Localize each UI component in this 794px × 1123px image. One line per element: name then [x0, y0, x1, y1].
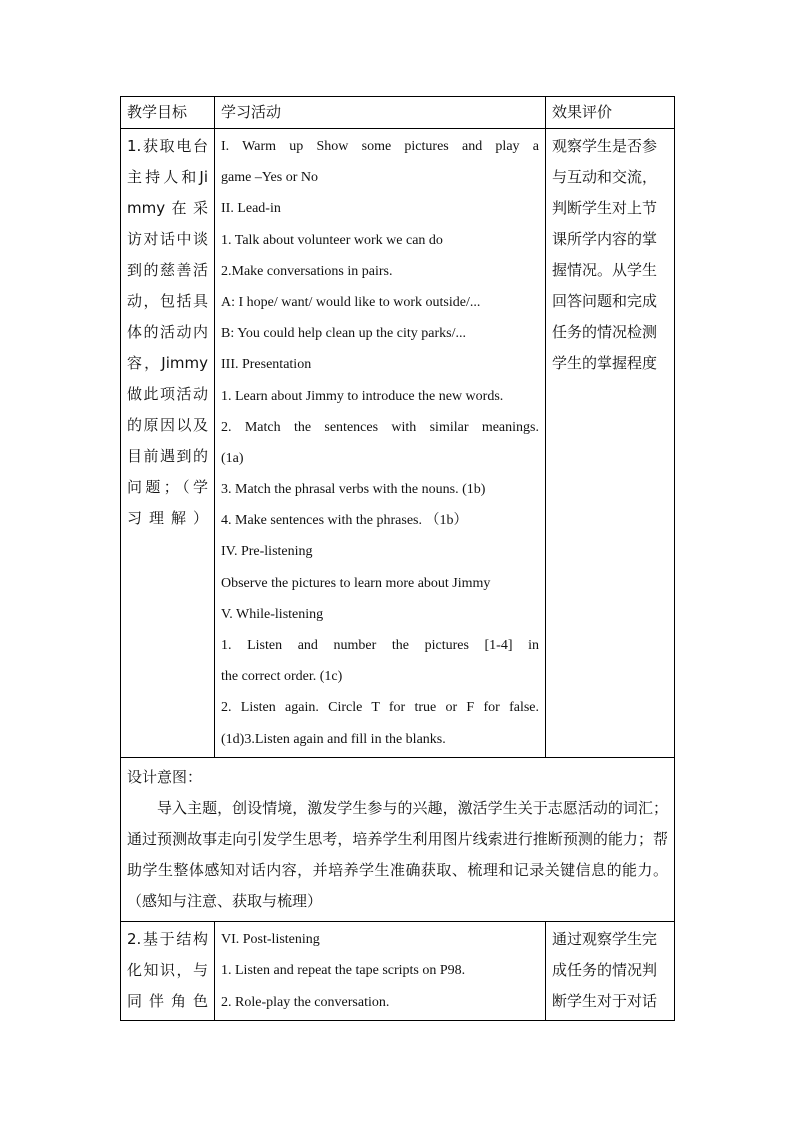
design-intent-row [121, 757, 675, 921]
activity-line: (1d)3.Listen again and fill in the blanks. [221, 731, 446, 747]
activity-line: 2. Match the sentences with similar meanings. [221, 419, 539, 435]
activity-line: 1. Talk about volunteer work we can do [221, 232, 443, 248]
evaluation-text: 通过观察学生完成任务的情况判断学生对于对话 [552, 929, 658, 1010]
evaluation-cell [546, 129, 675, 758]
activity-line: 1. Listen and number the pictures [1-4] in [221, 638, 539, 653]
activity-line: A: I hope/ want/ would like to work outside/... [221, 294, 481, 310]
objective-cell [121, 129, 215, 758]
activity-line: II. Lead-in [221, 201, 281, 217]
objective-text: 2.基于结构化知识，与同伴角色 [127, 929, 208, 1010]
design-intent-cell [121, 757, 675, 921]
header-evaluation: 效果评价 [552, 103, 613, 121]
activities-cell [215, 129, 546, 758]
activities-list [221, 924, 539, 1018]
activities-list [221, 131, 539, 755]
activity-line: 1. Listen and repeat the tape scripts on P98. [221, 963, 466, 979]
activity-line: the correct order. (1c) [221, 669, 343, 685]
activity-line: B: You could help clean up the city parks/... [221, 326, 466, 342]
activity-line: (1a) [221, 450, 244, 466]
evaluation-text: 观察学生是否参与互动和交流，判断学生对上节课所学内容的掌握情况。从学生回答问题和完成任务的情况检测学生的掌握程度 [552, 137, 658, 372]
design-intent-label: 设计意图： [127, 767, 203, 786]
objective-cell [121, 921, 215, 1020]
header-activity-cell [215, 97, 546, 129]
lesson-plan-table [120, 96, 675, 1021]
activity-line: 2. Role-play the conversation. [221, 994, 390, 1010]
activities-cell [215, 921, 546, 1020]
header-evaluation-cell [546, 97, 675, 129]
header-activity: 学习活动 [221, 103, 282, 121]
table-row [121, 921, 675, 1020]
activity-line: 2.Make conversations in pairs. [221, 263, 393, 279]
activity-line: V. While-listening [221, 606, 324, 622]
header-objective: 教学目标 [127, 103, 188, 121]
activity-line: 4. Make sentences with the phrases. （1b） [221, 513, 468, 529]
activity-line: 2. Listen again. Circle T for true or F for false. [221, 700, 539, 716]
activity-line: III. Presentation [221, 357, 312, 373]
activity-line: game –Yes or No [221, 170, 318, 186]
activity-line: 1. Learn about Jimmy to introduce the new words. [221, 388, 504, 404]
activity-line: 3. Match the phrasal verbs with the nouns. (1b) [221, 482, 486, 498]
table-row [121, 129, 675, 758]
activity-line: Observe the pictures to learn more about Jimmy [221, 575, 491, 591]
activity-line: IV. Pre-listening [221, 544, 313, 560]
table-header-row [121, 97, 675, 129]
objective-text: 1.获取电台主持人和Jimmy在采访对话中谈到的慈善活动，包括具体的活动内容，Jimmy做此项活动的原因以及目前遇到的问题；（学习理解） [127, 137, 208, 527]
evaluation-cell [546, 921, 675, 1020]
activity-line: I. Warm up Show some pictures and play a [221, 139, 539, 154]
header-objective-cell [121, 97, 215, 129]
activity-line: VI. Post-listening [221, 931, 320, 947]
design-intent-body: 导入主题，创设情境，激发学生参与的兴趣，激活学生关于志愿活动的词汇；通过预测故事走向引发学生思考，培养学生利用图片线索进行推断预测的能力；帮助学生整体感知对话内容，并培养学生准确获取、梳理和记录关键信息的能力。（感知与注意、获取与梳理） [127, 798, 668, 910]
